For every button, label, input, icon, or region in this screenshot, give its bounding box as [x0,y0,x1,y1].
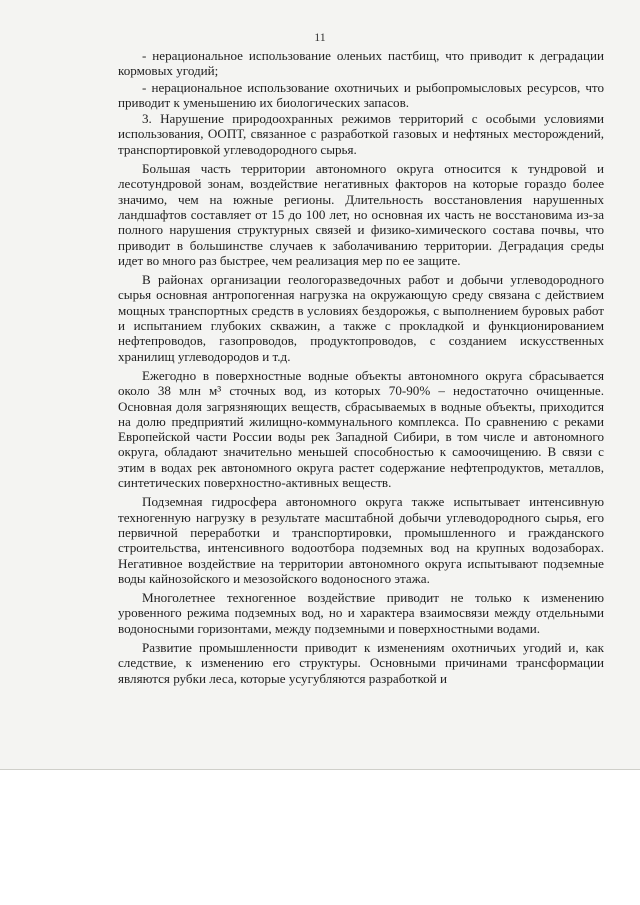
paragraph-wastewater: Ежегодно в поверхностные водные объекты автономного округа сбрасывается около 38 млн м³ сточных вод, из которых 70-90% – недостаточно очищенные. Основная доля загрязняющих веществ, сбрасываемых в водные объекты, приходится на долю предприятий жилищно-коммунального комплекса. По сравнению с реками Европейской части России воды рек Западной Сибири, в том числе и автономного округа, обладают значительно меньшей способностью к самоочищению. В связи с этим в водах рек автономного округа растет содержание нефтепродуктов, металлов, синтетических поверхностно-активных веществ. [118,367,604,491]
page-number: 11 [314,30,326,44]
document-body [118,48,604,687]
paragraph-geological-exploration: В районах организации геологоразведочных работ и добычи углеводородного сырья основная антропогенная нагрузка на окружающую среду связана с действием мощных транспортных средств в условиях бездорожья, с выполнением буровых работ и испытанием глубоких скважин, а также с прокладкой и функционированием нефтепроводов, газопроводов, продуктопроводов, с созданием искусственных хранилищ углеводородов и т.д. [118,272,604,364]
paragraph-groundwater: Подземная гидросфера автономного округа также испытывает интенсивную техногенную нагрузку в результате масштабной добычи углеводородного сырья, его первичной переработки и транспортировки, промышленного и гражданского строительства, интенсивного водоотбора подземных вод на крупных водозаборах. Негативное воздействие на территории автономного округа испытывают подземные воды кайнозойского и мезозойского водоносного этажа. [118,494,604,586]
paragraph-technogenic-impact: Многолетнее техногенное воздействие приводит не только к изменению уровенного режима подземных вод, но и характера взаимосвязи между отдельными водоносными горизонтами, между подземными и поверхностными водами. [118,590,604,636]
list-item-reindeer-pastures: - нерациональное использование оленьих пастбищ, что приводит к деградации кормовых угодий; [118,48,604,79]
paragraph-tundra-zones: Большая часть территории автономного округа относится к тундровой и лесотундровой зонам, воздействие негативных факторов на которые гораздо более значимо, чем на южные регионы. Длительность восстановления нарушенных ландшафтов составляет от 15 до 100 лет, но основная их часть не восстановима из-за полного нарушения структурных связей и физико-химического состава почвы, что приводит в большинстве случаев к заболачиванию территории. Деградация среды идет во много раз быстрее, чем реализация мер по ее защите. [118,161,604,268]
list-item-hunting-fishing-resources: - нерациональное использование охотничьих и рыбопромысловых ресурсов, что приводит к уменьшению их биологических запасов. [118,79,604,110]
list-item-protected-areas-violation: 3. Нарушение природоохранных режимов территорий с особыми условиями использования, ООПТ, связанное с разработкой газовых и нефтяных месторождений, транспортировкой углеводородного сырья. [118,111,604,157]
paragraph-industry-development: Развитие промышленности приводит к изменениям охотничьих угодий и, как следствие, к изменению его структуры. Основными причинами трансформации являются рубки леса, которые усугубляются разработкой и [118,639,604,686]
